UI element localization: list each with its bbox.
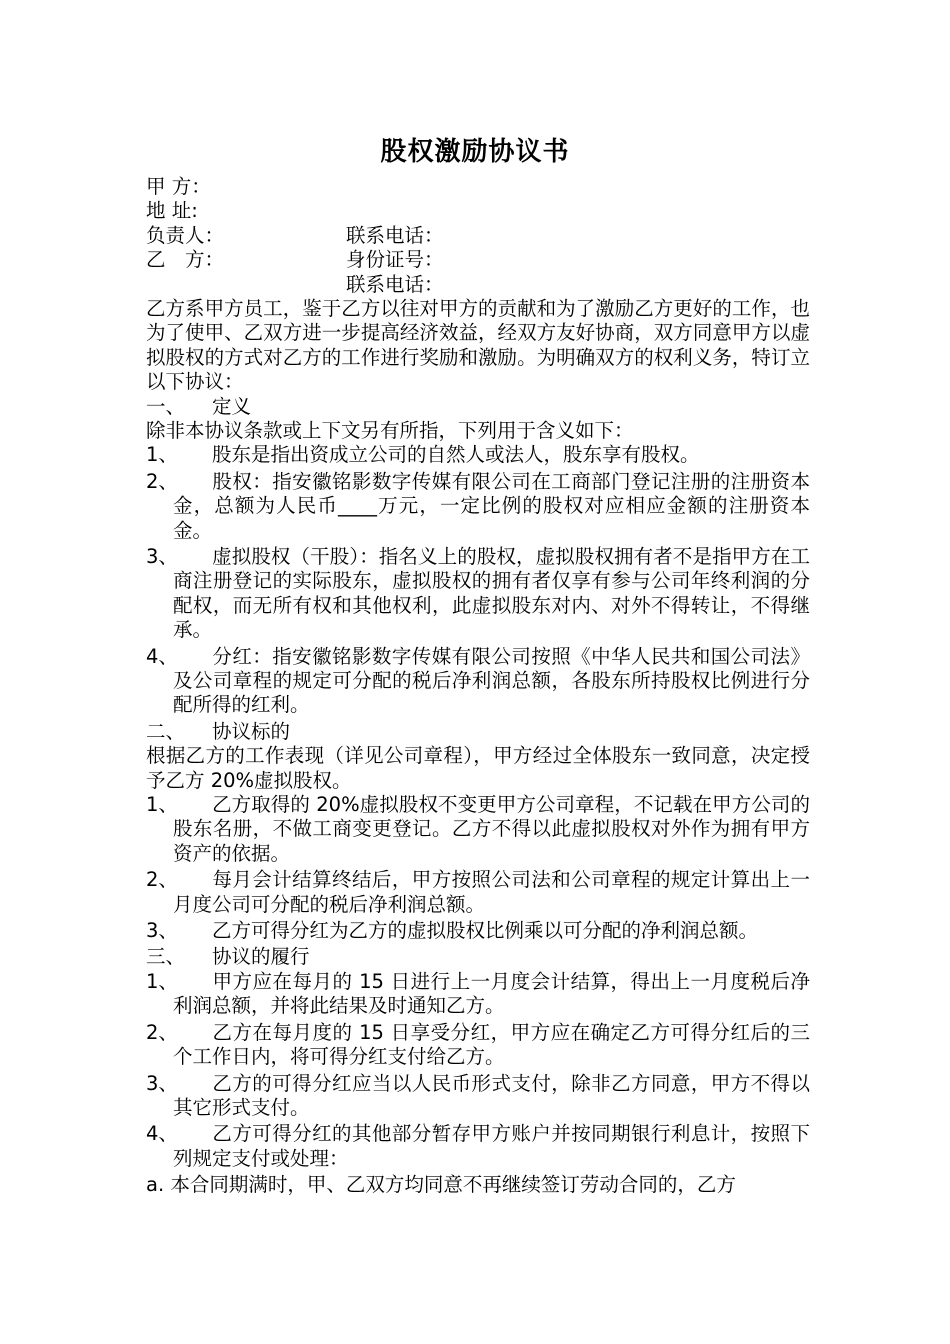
item-number: 3、 [146,545,178,568]
intro-paragraph: 乙方系甲方员工，鉴于乙方以往对甲方的贡献和为了激励乙方更好的工作，也为了使甲、乙双方进一步提高经济效益，经双方友好协商，双方同意甲方以虚拟股权的方式对乙方的工作进行奖励和激励。为明确双方的权利义务，特订立以下协议： [146,296,810,394]
item-number: 1、 [146,443,178,467]
sub-item-a: a. 本合同期满时，甲、乙双方均同意不再继续签订劳动合同的，乙方 [146,1173,736,1197]
list-item [146,1072,810,1121]
address-line: 地 址: [146,199,198,223]
section-number: 二、 [146,719,186,743]
document-title: 股权激励协议书 [380,137,570,167]
item-number: 1、 [146,969,178,993]
item-text: 股东是指出资成立公司的自然人或法人，股东享有股权。 [212,443,700,467]
item-text: 乙方可得分红的其他部分暂存甲方账户并按同期银行利息计，按照下列规定支付或处理： [173,1122,810,1170]
item-text: 乙方取得的 20%虚拟股权不变更甲方公司章程，不记载在甲方公司的股东名册，不做工商变更登记。乙方不得以此虚拟股权对外作为拥有甲方资产的依据。 [173,793,810,865]
list-item [146,470,810,543]
list-item [146,443,810,467]
section-heading [146,720,810,744]
principal-label: 负责人： [146,223,225,247]
item-text: 乙方的可得分红应当以人民币形式支付，除非乙方同意，甲方不得以其它形式支付。 [173,1071,810,1119]
id-number-label: 身份证号： [346,248,444,272]
section-lead: 除非本协议条款或上下文另有所指，下列用于含义如下： [146,418,634,442]
contact-phone-b-label: 联系电话： [346,272,444,296]
list-item [146,793,810,866]
item-text: 分红：指安徽铭影数字传媒有限公司按照《中华人民共和国公司法》及公司章程的规定可分配的税后净利润总额，各股东所持股权比例进行分配所得的红利。 [173,644,810,717]
item-number: 3、 [146,1071,178,1095]
item-number: 2、 [146,469,178,493]
list-item [146,545,810,643]
item-number: 2、 [146,1020,178,1044]
list-item [146,1122,810,1171]
item-number: 3、 [146,919,178,943]
list-item [146,919,810,943]
item-number: 1、 [146,793,178,817]
list-item [146,1021,810,1070]
list-item [146,970,810,1019]
item-number: 2、 [146,868,178,892]
item-text: 甲方应在每月的 15 日进行上一月度会计结算，得出上一月度税后净利润总额，并将此结果及时通知乙方。 [173,969,810,1018]
contact-phone-b-line [146,273,810,297]
document-body [146,175,810,1198]
principal-line [146,224,810,248]
party-b-label: 乙 方： [146,248,225,272]
section-heading [146,395,810,419]
item-text: 虚拟股权（干股）：指名义上的股权，虚拟股权拥有者不是指甲方在工商注册登记的实际股东，虚拟股权的拥有者仅享有参与公司年终利润的分配权，而无所有权和其他权利，此虚拟股东对内、对外不得转让，不得继承。 [173,545,810,642]
section-title: 定义 [212,394,252,418]
section-title: 协议的履行 [212,945,310,969]
section-heading [146,945,810,969]
party-b-line [146,248,810,272]
item-text: 股权：指安徽铭影数字传媒有限公司在工商部门登记注册的注册资本金，总额为人民币____万元，一定比例的股权对应相应金额的注册资本金。 [173,469,810,542]
section-title: 协议标的 [212,719,291,743]
party-a-line: 甲 方： [146,175,211,198]
contact-phone-a-label: 联系电话： [346,223,444,247]
section-lead: 根据乙方的工作表现（详见公司章程），甲方经过全体股东一致同意，决定授予乙方 20%虚拟股权。 [146,744,810,792]
item-text: 乙方可得分红为乙方的虚拟股权比例乘以可分配的净利润总额。 [212,919,759,943]
list-item [146,645,810,718]
item-number: 4、 [146,1122,178,1146]
item-text: 乙方在每月度的 15 日享受分红，甲方应在确定乙方可得分红后的三个工作日内，将可得分红支付给乙方。 [173,1020,810,1069]
item-text: 每月会计结算终结后，甲方按照公司法和公司章程的规定计算出上一月度公司可分配的税后净利润总额。 [173,868,810,916]
item-number: 4、 [146,644,178,668]
section-number: 一、 [146,394,186,418]
section-number: 三、 [146,945,186,969]
list-item [146,868,810,917]
